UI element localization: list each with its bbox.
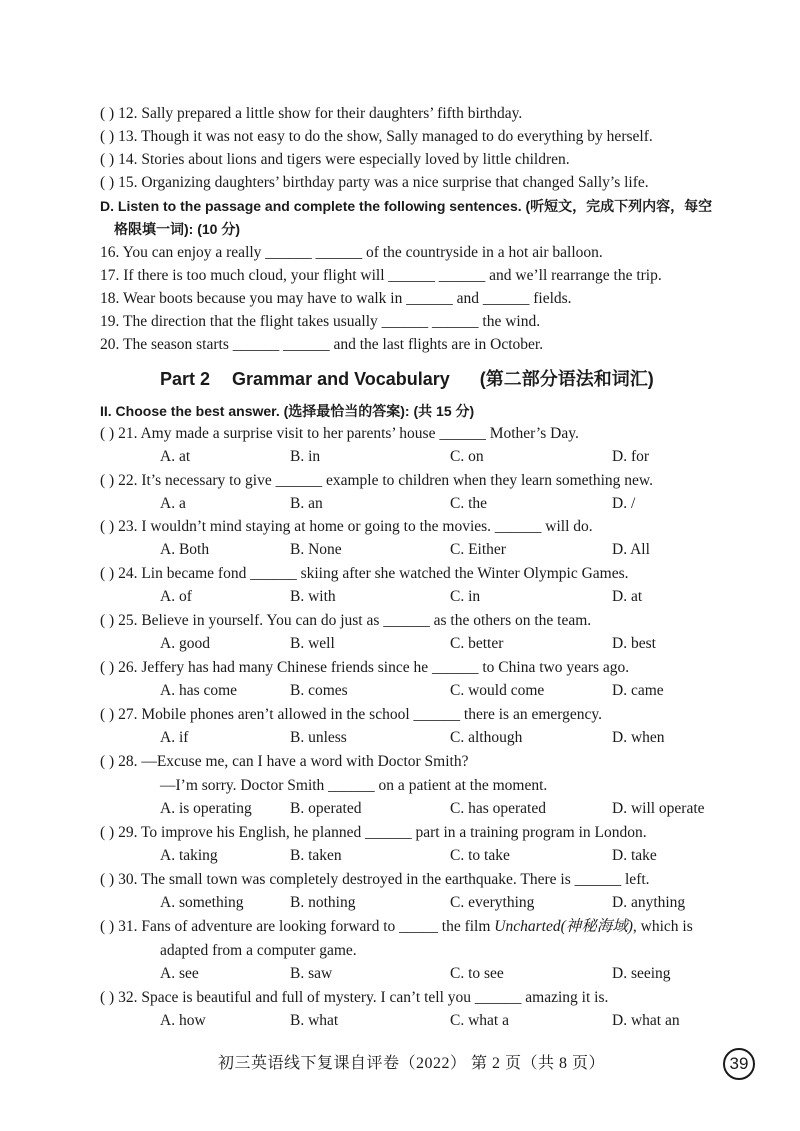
question-29: ( ) 29. To improve his English, he planned ______ part in a training program in London. [100, 824, 647, 841]
question-24: ( ) 24. Lin became fond ______ skiing after she watched the Winter Olympic Games. [100, 565, 629, 582]
option-b: B. with [290, 588, 336, 605]
option-d: D. / [612, 495, 636, 512]
option-c: C. although [450, 729, 523, 746]
option-d: D. seeing [612, 965, 671, 982]
question-22: ( ) 22. It’s necessary to give ______ example to children when they learn something new. [100, 472, 653, 489]
option-d: D. what an [612, 1012, 680, 1029]
question-26: ( ) 26. Jeffery has had many Chinese friends since he ______ to China two years ago. [100, 659, 630, 676]
question-32: ( ) 32. Space is beautiful and full of mystery. I can’t tell you ______ amazing it is. [100, 989, 609, 1006]
question-28-reply: —I’m sorry. Doctor Smith ______ on a patient at the moment. [160, 777, 548, 794]
option-a: A. a [160, 495, 186, 512]
option-c: C. has operated [450, 800, 546, 817]
option-c: C. on [450, 448, 484, 465]
fill-item-20: 20. The season starts ______ ______ and the last flights are in October. [100, 336, 544, 353]
section-ii-heading: II. Choose the best answer. (选择最恰当的答案): (共 15 分) [100, 403, 475, 419]
option-c: C. better [450, 635, 504, 652]
option-d: D. All [612, 541, 650, 558]
option-a: A. good [160, 635, 210, 652]
part-name: Grammar and Vocabulary [232, 369, 450, 389]
true-false-item-14: ( ) 14. Stories about lions and tigers were especially loved by little children. [100, 151, 570, 168]
option-d: D. take [612, 847, 657, 864]
option-b: B. in [290, 448, 321, 465]
option-c: C. the [450, 495, 488, 512]
option-d: D. came [612, 682, 664, 699]
question-31-text: ( ) 31. Fans of adventure are looking forward to _____ the film [100, 918, 495, 935]
question-30: ( ) 30. The small town was completely destroyed in the earthquake. There is ______ left. [100, 871, 650, 888]
fill-item-17: 17. If there is too much cloud, your flight will ______ ______ and we’ll rearrange the trip. [100, 267, 662, 284]
section-d-heading: D. Listen to the passage and complete the following sentences. (听短文，完成下列内容，每空 [100, 198, 713, 214]
option-a: A. Both [160, 541, 210, 558]
option-d: D. at [612, 588, 643, 605]
option-a: A. see [160, 965, 199, 982]
option-a: A. has come [160, 682, 238, 699]
film-title: Uncharted(神秘海域) [494, 918, 633, 935]
option-c: C. everything [450, 894, 535, 911]
part-2-title [160, 367, 654, 391]
true-false-item-12: ( ) 12. Sally prepared a little show for their daughters’ fifth birthday. [100, 105, 523, 122]
option-a: A. is operating [160, 800, 252, 817]
question-27: ( ) 27. Mobile phones aren’t allowed in the school ______ there is an emergency. [100, 706, 603, 723]
option-c: C. what a [450, 1012, 509, 1029]
option-a: A. taking [160, 847, 218, 864]
option-c: C. to take [450, 847, 510, 864]
fill-item-19: 19. The direction that the flight takes usually ______ ______ the wind. [100, 313, 541, 330]
option-b: B. what [290, 1012, 339, 1029]
option-b: B. well [290, 635, 335, 652]
option-d: D. will operate [612, 800, 705, 817]
option-b: B. saw [290, 965, 333, 982]
option-a: A. at [160, 448, 191, 465]
fill-item-18: 18. Wear boots because you may have to walk in ______ and ______ fields. [100, 290, 572, 307]
option-c: C. to see [450, 965, 504, 982]
question-23: ( ) 23. I wouldn’t mind staying at home or going to the movies. ______ will do. [100, 518, 593, 535]
option-b: B. comes [290, 682, 348, 699]
part-name-cn: (第二部分语法和词汇) [479, 369, 654, 389]
question-21: ( ) 21. Amy made a surprise visit to her parents’ house ______ Mother’s Day. [100, 425, 579, 442]
true-false-item-15: ( ) 15. Organizing daughters’ birthday party was a nice surprise that changed Sally’s life. [100, 174, 649, 191]
option-c: C. in [450, 588, 481, 605]
option-b: B. an [290, 495, 323, 512]
true-false-item-13: ( ) 13. Though it was not easy to do the show, Sally managed to do everything by herself. [100, 128, 653, 145]
option-d: D. when [612, 729, 665, 746]
option-b: B. nothing [290, 894, 356, 911]
option-b: B. unless [290, 729, 347, 746]
option-b: B. taken [290, 847, 342, 864]
option-a: A. of [160, 588, 192, 605]
option-d: D. best [612, 635, 656, 652]
option-c: C. Either [450, 541, 506, 558]
option-a: A. something [160, 894, 244, 911]
option-c: C. would come [450, 682, 545, 699]
page-footer: 初三英语线下复课自评卷（2022） 第 2 页（共 8 页） [218, 1055, 606, 1072]
question-31-line2: adapted from a computer game. [160, 942, 357, 959]
question-31-text-end: , which is [632, 918, 693, 935]
page-number-badge: 39 [723, 1048, 755, 1080]
option-a: A. if [160, 729, 189, 746]
option-d: D. for [612, 448, 650, 465]
option-b: B. None [290, 541, 342, 558]
question-31 [100, 917, 693, 937]
option-b: B. operated [290, 800, 362, 817]
option-d: D. anything [612, 894, 686, 911]
option-a: A. how [160, 1012, 206, 1029]
question-28: ( ) 28. —Excuse me, can I have a word with Doctor Smith? [100, 753, 469, 770]
section-d-heading-line2: 格限填一词): (10 分) [114, 221, 240, 237]
part-label: Part 2 [160, 369, 211, 389]
question-25: ( ) 25. Believe in yourself. You can do just as ______ as the others on the team. [100, 612, 592, 629]
fill-item-16: 16. You can enjoy a really ______ ______ of the countryside in a hot air balloon. [100, 244, 603, 261]
